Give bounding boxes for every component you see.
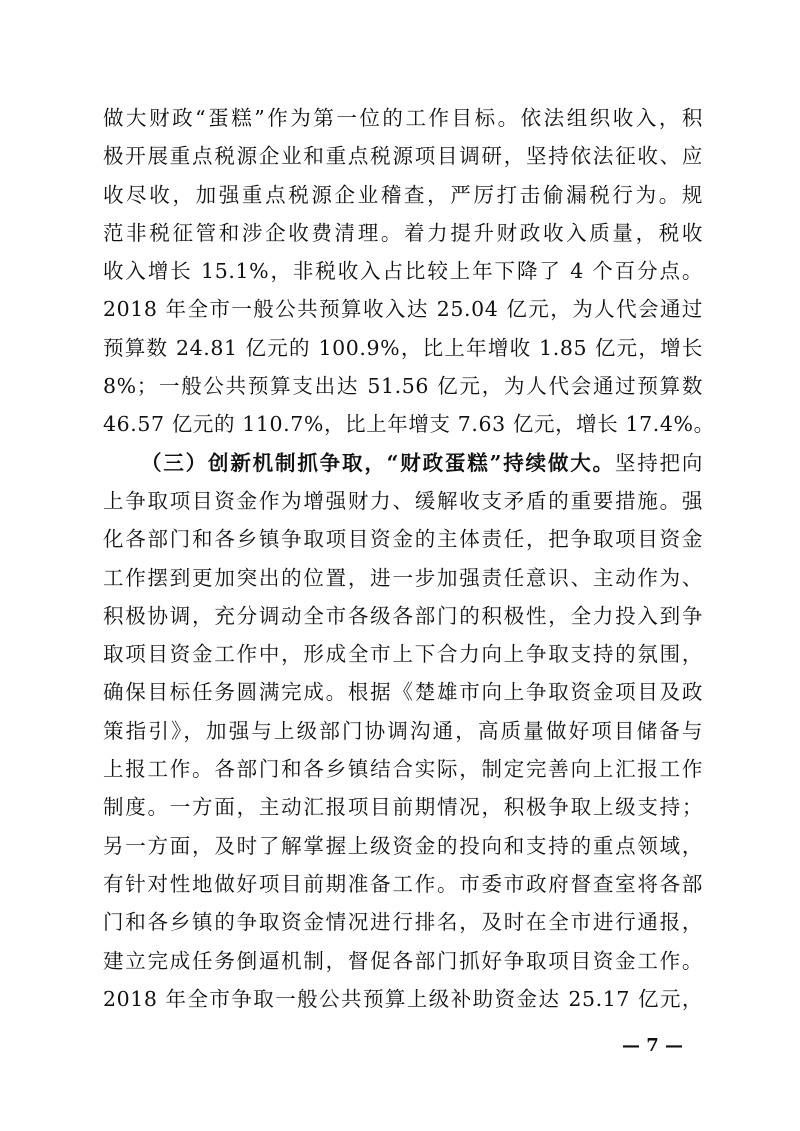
text-line: 上报工作。各部门和各乡镇结合实际，制定完善向上汇报工作 <box>103 757 703 782</box>
text-line: 建立完成任务倒逼机制，督促各部门抓好争取项目资金工作。 <box>103 948 703 973</box>
text-line: 门和各乡镇的争取资金情况进行排名，及时在全市进行通报， <box>103 910 703 935</box>
text-line: 工作摆到更加突出的位置，进一步加强责任意识、主动作为、 <box>103 565 703 590</box>
text-line: 有针对性地做好项目前期准备工作。市委市政府督查室将各部 <box>103 871 703 896</box>
text-line: 确保目标任务圆满完成。根据《楚雄市向上争取资金项目及政 <box>103 680 703 705</box>
text-line: 化各部门和各乡镇争取项目资金的主体责任，把争取项目资金 <box>103 527 703 552</box>
text-line: 上争取项目资金作为增强财力、缓解收支矛盾的重要措施。强 <box>103 488 703 513</box>
section-heading-line <box>103 444 703 482</box>
text-line: 46.57 亿元的 110.7%，比上年增支 7.63 亿元，增长 17.4%。 <box>103 412 715 437</box>
text-line: 策指引》，加强与上级部门协调沟通，高质量做好项目储备与 <box>103 718 703 743</box>
text-line: 范非税征管和涉企收费清理。着力提升财政收入质量，税收 <box>103 220 703 245</box>
text-line: 制度。一方面，主动汇报项目前期情况，积极争取上级支持； <box>103 795 703 820</box>
text-line: 8%；一般公共预算支出达 51.56 亿元，为人代会通过预算数 <box>103 374 703 399</box>
text-line: 收尽收，加强重点税源企业稽查，严厉打击偷漏税行为。规 <box>103 182 703 207</box>
section-heading-tail: 坚持把向 <box>614 450 703 475</box>
text-line: 另一方面，及时了解掌握上级资金的投向和支持的重点领域， <box>103 833 703 858</box>
text-line: 积极协调，充分调动全市各级各部门的积极性，全力投入到争 <box>103 603 703 628</box>
text-line: 收入增长 15.1%，非税收入占比较上年下降了 4 个百分点。 <box>103 259 703 284</box>
text-line: 极开展重点税源企业和重点税源项目调研，坚持依法征收、应 <box>103 144 703 169</box>
page-number: — 7 — <box>622 1035 684 1056</box>
text-line: 做大财政“蛋糕”作为第一位的工作目标。依法组织收入，积 <box>103 106 703 130</box>
text-line: 取项目资金工作中，形成全市上下合力向上争取支持的氛围， <box>103 642 703 667</box>
text-line: 2018 年全市争取一般公共预算上级补助资金达 25.17 亿元， <box>103 986 703 1011</box>
section-heading: （三）创新机制抓争取，“财政蛋糕”持续做大。 <box>141 450 615 475</box>
text-line: 预算数 24.81 亿元的 100.9%，比上年增收 1.85 亿元，增长 <box>103 335 703 360</box>
text-line: 2018 年全市一般公共预算收入达 25.04 亿元，为人代会通过 <box>103 297 703 322</box>
body-text <box>103 99 715 1018</box>
